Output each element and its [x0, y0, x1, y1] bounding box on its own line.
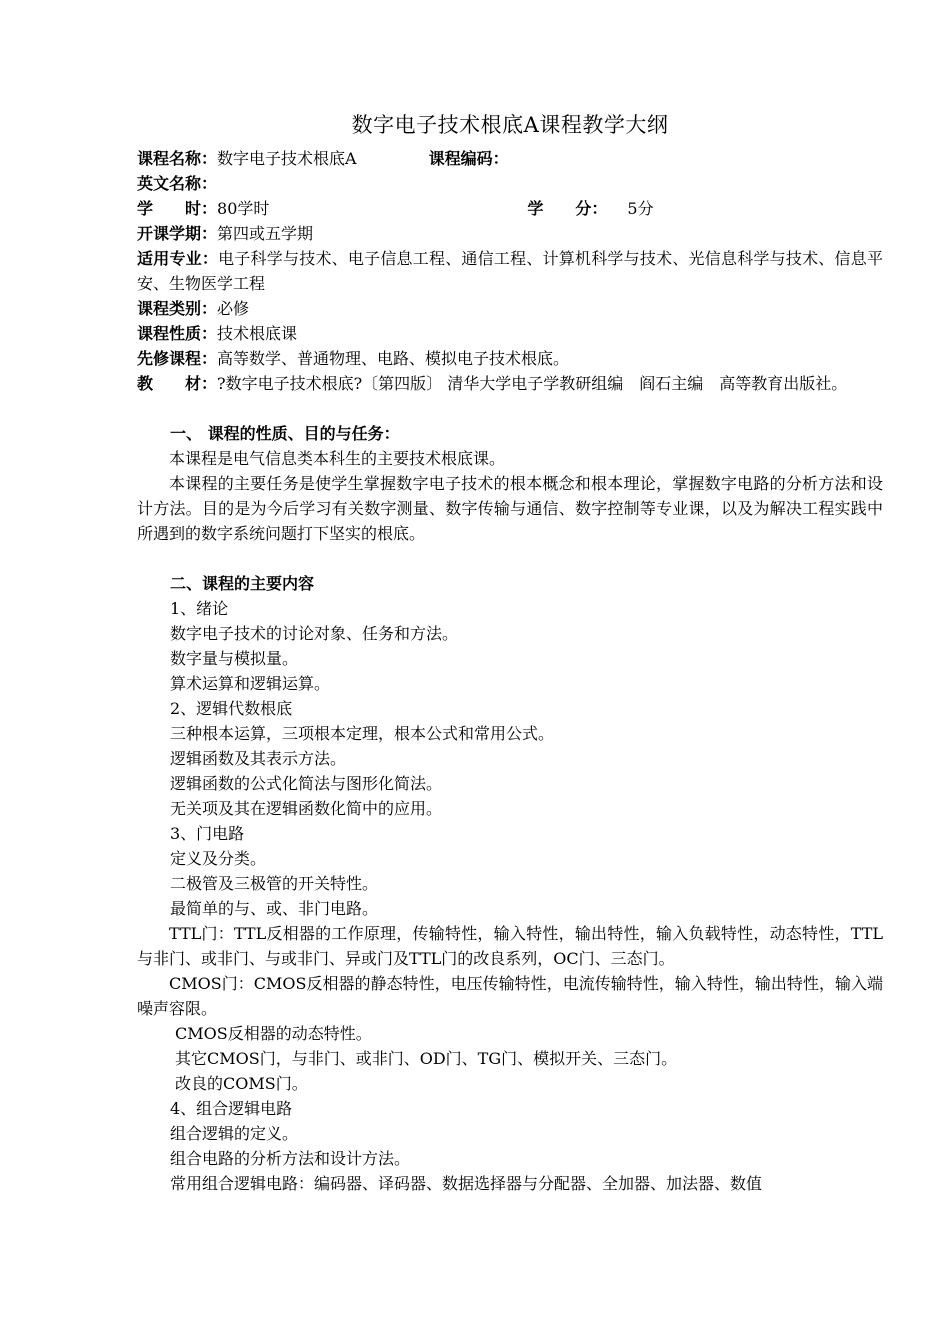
list-item: 逻辑函数的公式化简法与图形化简法。 — [170, 774, 443, 793]
section2-last-line: 常用组合逻辑电路：编码器、译码器、数据选择器与分配器、全加器、加法器、数值 — [170, 1174, 763, 1193]
semester-label: 开课学期： — [137, 224, 218, 243]
semester-value: 第四或五学期 — [217, 224, 314, 243]
textbook-label: 教 材： — [137, 374, 218, 393]
section2-list-a — [137, 596, 883, 921]
list-item: 定义及分类。 — [170, 849, 267, 868]
prereq-value: 高等数学、普通物理、电路、模拟电子技术根底。 — [217, 349, 570, 368]
list-item: 2、逻辑代数根底 — [170, 699, 293, 718]
course-name-label: 课程名称： — [137, 149, 218, 168]
list-item: 其它CMOS门，与非门、或非门、OD门、TG门、模拟开关、三态门。 — [175, 1049, 678, 1068]
course-name-row — [137, 146, 883, 171]
category-label: 课程类别： — [137, 299, 218, 318]
course-name-value: 数字电子技术根底A — [217, 149, 357, 168]
category-row — [137, 296, 883, 321]
list-item: 4、组合逻辑电路 — [170, 1099, 293, 1118]
hours-value: 80学时 — [217, 199, 270, 218]
list-item: 组合逻辑的定义。 — [170, 1124, 299, 1143]
course-code-label: 课程编码： — [428, 149, 509, 168]
majors-label: 适用专业： — [137, 249, 219, 268]
nature-row — [137, 321, 883, 346]
textbook-row — [137, 371, 883, 396]
section1-paragraph-1: 本课程是电气信息类本科生的主要技术根底课。 — [169, 449, 506, 468]
list-item: 三种根本运算，三项根本定理，根本公式和常用公式。 — [170, 724, 555, 743]
cmos-paragraph: CMOS门：CMOS反相器的静态特性，电压传输特性，电流传输特性，输入特性，输出特性，输入端噪声容限。 — [137, 974, 883, 1018]
list-item: 1、绪论 — [170, 599, 229, 618]
section2-list-b — [137, 1021, 883, 1096]
list-item: 二极管及三极管的开关特性。 — [170, 874, 379, 893]
list-item: 数字电子技术的讨论对象、任务和方法。 — [170, 624, 459, 643]
nature-value: 技术根底课 — [217, 324, 298, 343]
majors-row — [137, 246, 883, 296]
semester-row — [137, 221, 883, 246]
textbook-value: ?数字电子技术根底?〔第四版〕 清华大学电子学教研组编 阎石主编 高等教育出版社。 — [217, 374, 848, 393]
list-item: 改良的COMS门。 — [175, 1074, 308, 1093]
list-item: 最简单的与、或、非门电路。 — [170, 899, 379, 918]
section2-list-c — [137, 1096, 883, 1171]
section1-paragraph-2: 本课程的主要任务是使学生掌握数字电子技术的根本概念和根本理论，掌握数字电路的分析方法和设计方法。目的是为今后学习有关数字测量、数字传输与通信、数字控制等专业课，以及为解决工程实践中所遇到的数字系统问题打下坚实的根底。 — [137, 474, 883, 543]
credits-label: 学 分： — [527, 199, 608, 218]
list-item: 3、门电路 — [170, 824, 245, 843]
document-page — [137, 108, 883, 1196]
list-item: 组合电路的分析方法和设计方法。 — [170, 1149, 411, 1168]
category-value: 必修 — [217, 299, 250, 318]
prereq-label: 先修课程： — [137, 349, 218, 368]
document-title: 数字电子技术根底A课程教学大纲 — [351, 113, 669, 137]
english-name-row — [137, 171, 883, 196]
prereq-row — [137, 346, 883, 371]
credits-value: 5分 — [627, 199, 654, 218]
list-item: 算术运算和逻辑运算。 — [170, 674, 331, 693]
section1-heading: 一、 课程的性质、目的与任务： — [170, 424, 400, 443]
list-item: 逻辑函数及其表示方法。 — [170, 749, 347, 768]
ttl-paragraph: TTL门：TTL反相器的工作原理，传输特性，输入特性，输出特性，输入负载特性，动态特性，TTL与非门、或非门、与或非门、异或门及TTL门的改良系列，OC门、三态门。 — [137, 924, 883, 968]
list-item: 无关项及其在逻辑函数化简中的应用。 — [170, 799, 443, 818]
english-name-label: 英文名称： — [137, 174, 218, 193]
hours-label: 学 时： — [137, 199, 218, 218]
section2-heading: 二、课程的主要内容 — [170, 574, 315, 593]
majors-value: 电子科学与技术、电子信息工程、通信工程、计算机科学与技术、光信息科学与技术、信息平安、生物医学工程 — [137, 249, 883, 293]
list-item: CMOS反相器的动态特性。 — [175, 1024, 372, 1043]
hours-row — [137, 196, 883, 221]
nature-label: 课程性质： — [137, 324, 218, 343]
list-item: 数字量与模拟量。 — [170, 649, 299, 668]
